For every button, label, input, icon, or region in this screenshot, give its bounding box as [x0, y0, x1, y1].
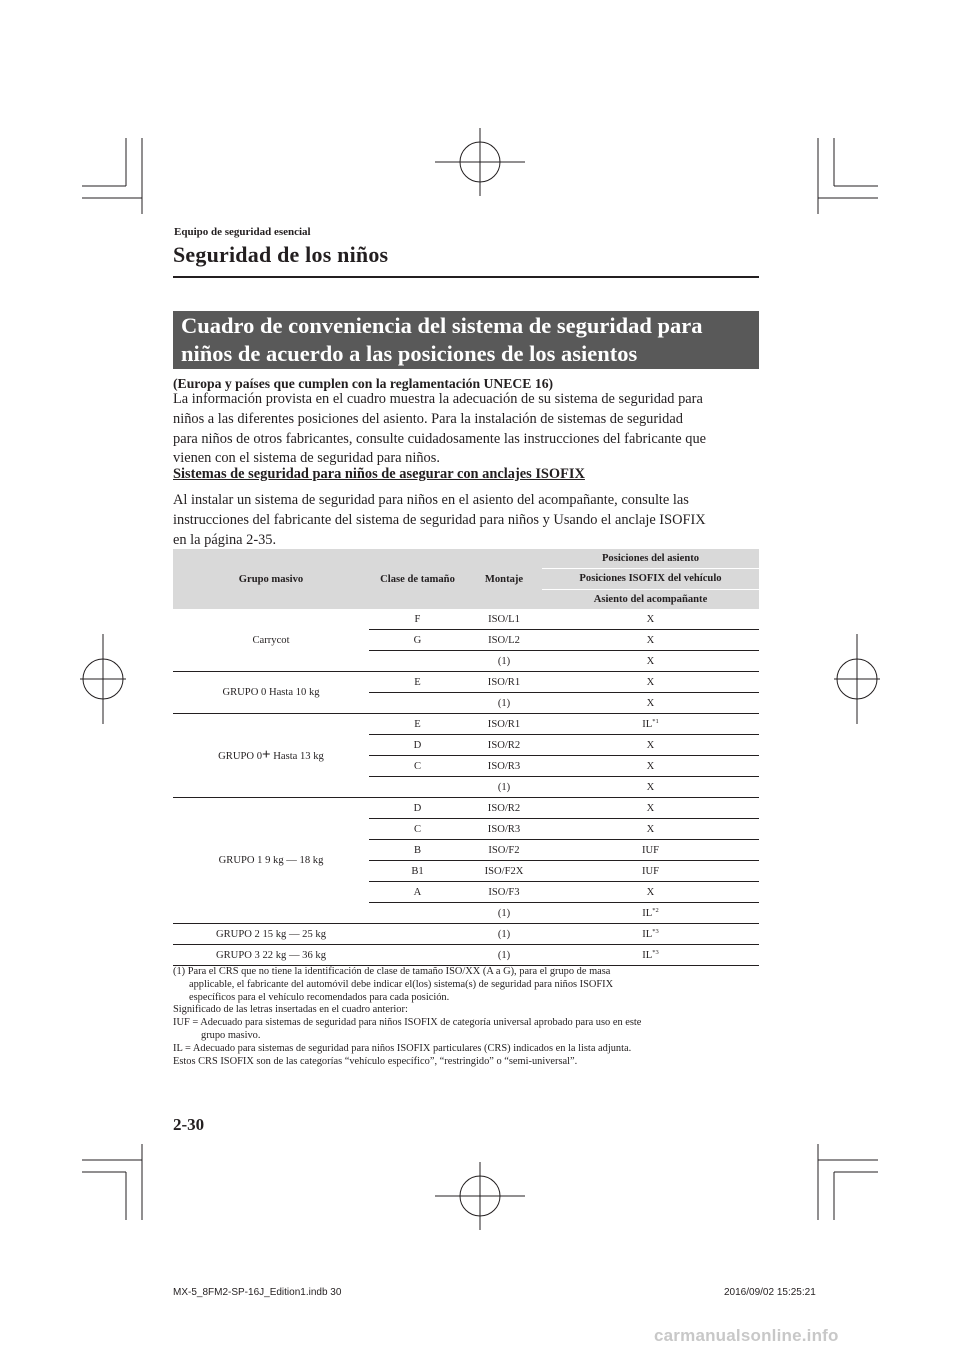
mounting-cell — [466, 882, 542, 903]
mounting-value: ISO/L1 — [488, 613, 520, 625]
header-passenger-seat: Asiento del acompañante — [542, 589, 759, 609]
passenger-seat-value: IL — [642, 719, 653, 730]
header-mounting: Montaje — [466, 549, 542, 609]
passenger-seat-value: X — [646, 886, 655, 898]
mounting-cell — [466, 693, 542, 714]
plus-icon: + — [262, 746, 271, 763]
section-title-line1: Cuadro de conveniencia del sistema de seguridad para — [181, 313, 703, 338]
intro-line: vienen con el sistema de seguridad para niños. — [173, 450, 440, 467]
instruction-paragraph — [173, 491, 763, 550]
mass-group-cell — [173, 714, 369, 798]
size-class-cell — [369, 903, 466, 924]
instruction-line: en la página 2-35. — [173, 531, 277, 548]
mounting-cell — [466, 903, 542, 924]
mounting-cell — [466, 861, 542, 882]
passenger-seat-cell — [542, 693, 759, 714]
mounting-value: (1) — [497, 655, 511, 667]
size-class-cell — [369, 714, 466, 735]
mounting-value: ISO/R2 — [487, 802, 521, 814]
size-class-cell — [369, 882, 466, 903]
passenger-seat-value: IUF — [641, 844, 660, 856]
passenger-seat-cell — [542, 735, 759, 756]
mounting-cell — [466, 798, 542, 819]
size-class-cell — [369, 630, 466, 651]
passenger-seat-value: IL — [642, 908, 653, 919]
passenger-seat-cell — [542, 861, 759, 882]
note-line: Significado de las letras insertadas en el cuadro anterior: — [173, 1004, 408, 1016]
size-class-value: B1 — [411, 865, 424, 877]
scope-note: (Europa y países que cumplen con la reglamentación UNECE 16) — [173, 376, 554, 391]
size-class-cell — [369, 777, 466, 798]
passenger-seat-cell — [542, 609, 759, 630]
intro-line: La información provista en el cuadro muestra la adecuación de su sistema de seguridad para — [173, 391, 703, 407]
mounting-cell — [466, 630, 542, 651]
chapter-title: Seguridad de los niños — [173, 242, 389, 267]
passenger-seat-value: X — [646, 739, 655, 751]
mass-group-cell: GRUPO 1 9 kg — 18 kg — [173, 798, 369, 924]
passenger-seat-cell — [542, 798, 759, 819]
mounting-cell — [466, 945, 542, 966]
instruction-line: Al instalar un sistema de seguridad para niños en el asiento del acompañante, consulte las — [173, 492, 689, 508]
note-line: (1) Para el CRS que no tiene la identificación de clase de tamaño ISO/XX (A a G), para el grupo de masa — [173, 966, 611, 977]
mounting-cell — [466, 735, 542, 756]
passenger-seat-value: IUF — [641, 865, 660, 877]
passenger-seat-value: X — [646, 676, 655, 688]
size-class-value: A — [413, 886, 422, 898]
passenger-seat-value: X — [646, 802, 655, 814]
passenger-seat-value: X — [646, 760, 655, 772]
mounting-value: ISO/R3 — [487, 823, 521, 835]
header-seat-positions: Posiciones del asiento — [542, 549, 759, 569]
size-class-value: D — [413, 802, 422, 814]
table-row — [173, 609, 759, 630]
size-class-value: B — [413, 844, 422, 856]
passenger-seat-cell — [542, 714, 759, 735]
note-line: IL = Adecuado para sistemas de seguridad para niños ISOFIX particulares (CRS) indicados en la lista adjunta. — [173, 1042, 632, 1054]
mounting-value: (1) — [497, 697, 511, 709]
table-row — [173, 798, 759, 819]
mass-group-label: GRUPO 0 — [218, 750, 263, 762]
size-class-value: D — [413, 739, 422, 751]
mass-group-cell: GRUPO 3 22 kg — 36 kg — [173, 945, 369, 966]
passenger-seat-cell — [542, 903, 759, 924]
mounting-cell — [466, 840, 542, 861]
mounting-value: (1) — [497, 907, 511, 919]
mounting-value: ISO/R1 — [487, 676, 521, 688]
title-rule — [173, 276, 759, 278]
note-line: Estos CRS ISOFIX son de las categorías “vehículo específico”, “restringido” o “semi-universal”. — [173, 1055, 578, 1067]
mounting-value: ISO/F3 — [488, 886, 520, 898]
page-number: 2-30 — [173, 1115, 205, 1134]
footnote-marker: *1 — [652, 718, 659, 725]
passenger-seat-cell — [542, 882, 759, 903]
size-class-value: E — [414, 676, 421, 688]
print-footer-date: 2016/09/02 15:25:21 — [724, 1287, 816, 1298]
mounting-cell — [466, 714, 542, 735]
passenger-seat-cell — [542, 819, 759, 840]
section-label: Equipo de seguridad esencial — [174, 226, 311, 238]
mounting-cell — [466, 672, 542, 693]
intro-paragraph — [173, 390, 763, 469]
size-class-cell — [369, 924, 466, 945]
header-group-mass: Grupo masivo — [173, 549, 369, 609]
size-class-cell — [369, 672, 466, 693]
intro-line: para niños de otros fabricantes, consulte cuidadosamente las instrucciones del fabricante que — [173, 430, 707, 447]
size-class-value: C — [413, 760, 422, 772]
note-line: applicable, el fabricante del automóvil debe indicar el(los) sistema(s) de seguridad para niños ISOFIX — [189, 978, 614, 990]
table-row — [173, 924, 759, 945]
mounting-value: ISO/L2 — [488, 634, 520, 646]
size-class-cell — [369, 798, 466, 819]
passenger-seat-value: IL — [642, 929, 653, 940]
table-row — [173, 672, 759, 693]
mass-group-cell: GRUPO 2 15 kg — 25 kg — [173, 924, 369, 945]
isofix-subheading: Sistemas de seguridad para niños de asegurar con anclajes ISOFIX — [173, 466, 585, 482]
passenger-seat-cell — [542, 672, 759, 693]
size-class-cell — [369, 609, 466, 630]
size-class-value: E — [414, 718, 421, 730]
size-class-value: C — [413, 823, 422, 835]
mounting-cell — [466, 756, 542, 777]
size-class-cell — [369, 945, 466, 966]
header-isofix-positions: Posiciones ISOFIX del vehículo — [542, 569, 759, 589]
passenger-seat-value: X — [646, 781, 655, 793]
mounting-value: ISO/R2 — [487, 739, 521, 751]
footnote-marker: *2 — [652, 907, 659, 914]
footnote-marker: *3 — [652, 949, 659, 956]
size-class-cell — [369, 840, 466, 861]
size-class-cell — [369, 693, 466, 714]
mounting-cell — [466, 924, 542, 945]
passenger-seat-value: X — [646, 634, 655, 646]
instruction-line: instrucciones del fabricante del sistema de seguridad para niños y Usando el anclaje ISOFIX — [173, 511, 706, 528]
passenger-seat-value: IL — [642, 950, 653, 961]
size-class-cell — [369, 756, 466, 777]
passenger-seat-cell — [542, 651, 759, 672]
section-title-box — [173, 311, 759, 369]
section-title-line2: niños de acuerdo a las posiciones de los asientos — [181, 341, 638, 366]
table-row — [173, 714, 759, 735]
mounting-value: (1) — [497, 781, 511, 793]
passenger-seat-value: X — [646, 697, 655, 709]
mounting-value: ISO/F2 — [488, 844, 520, 856]
size-class-cell — [369, 819, 466, 840]
passenger-seat-value: X — [646, 613, 655, 625]
watermark: carmanualsonline.info — [654, 1326, 839, 1345]
note-line: específicos para el vehículo recomendados para cada posición. — [189, 991, 450, 1003]
note-line: grupo masivo. — [201, 1029, 261, 1041]
footnote-marker: *3 — [652, 928, 659, 935]
size-class-cell — [369, 735, 466, 756]
passenger-seat-cell — [542, 756, 759, 777]
table-body — [173, 609, 759, 966]
table-row — [173, 945, 759, 966]
size-class-value: G — [413, 634, 422, 646]
table-notes — [173, 966, 763, 1068]
passenger-seat-cell — [542, 924, 759, 945]
size-class-cell — [369, 861, 466, 882]
mass-group-weight: Hasta 13 kg — [270, 750, 324, 762]
header-size-class: Clase de tamaño — [369, 549, 466, 609]
mounting-value: (1) — [497, 928, 511, 940]
passenger-seat-cell — [542, 840, 759, 861]
passenger-seat-value: X — [646, 823, 655, 835]
mounting-value: ISO/R3 — [487, 760, 521, 772]
mass-group-cell: GRUPO 0 Hasta 10 kg — [173, 672, 369, 714]
passenger-seat-cell — [542, 777, 759, 798]
passenger-seat-cell — [542, 945, 759, 966]
intro-line: niños a las diferentes posiciones del asiento. Para la instalación de sistemas de seguridad — [173, 410, 683, 427]
isofix-compatibility-table — [173, 549, 759, 966]
mounting-value: (1) — [497, 949, 511, 961]
mounting-cell — [466, 609, 542, 630]
passenger-seat-value: X — [646, 655, 655, 667]
note-line: IUF = Adecuado para sistemas de seguridad para niños ISOFIX de categoría universal aprobado para uso en este — [173, 1017, 642, 1029]
mounting-cell — [466, 777, 542, 798]
mounting-cell — [466, 819, 542, 840]
mounting-value: ISO/R1 — [487, 718, 521, 730]
size-class-cell — [369, 651, 466, 672]
print-footer-file: MX-5_8FM2-SP-16J_Edition1.indb 30 — [173, 1287, 342, 1298]
size-class-value: F — [414, 613, 421, 625]
mounting-value: ISO/F2X — [484, 865, 524, 877]
mass-group-cell: Carrycot — [173, 609, 369, 672]
passenger-seat-cell — [542, 630, 759, 651]
mounting-cell — [466, 651, 542, 672]
